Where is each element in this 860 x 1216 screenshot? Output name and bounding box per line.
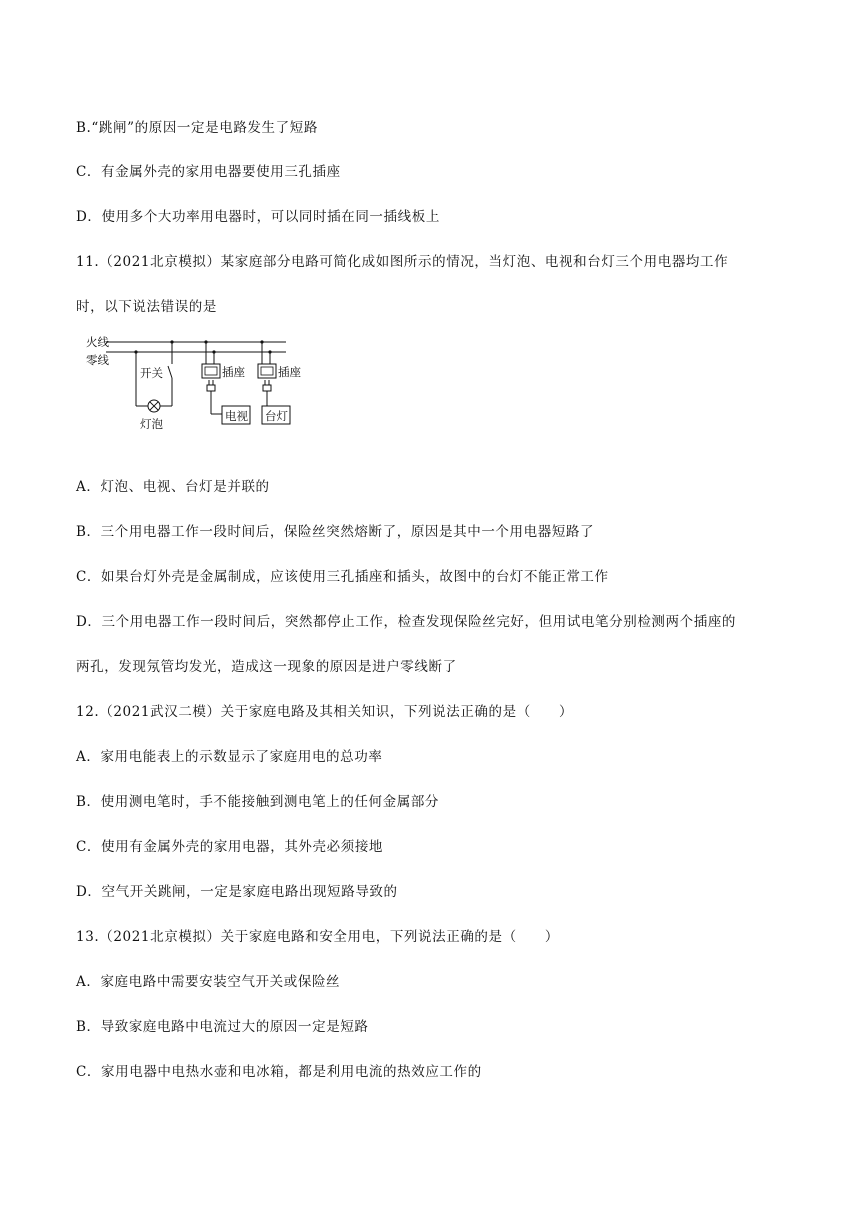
question-12-stem: 12.（2021武汉二模）关于家庭电路及其相关知识，下列说法正确的是（ ）	[76, 704, 574, 720]
option-13-c: C．家用电器中电热水壶和电冰箱，都是利用电流的热效应工作的	[76, 1064, 482, 1080]
bulb-label: 灯泡	[140, 417, 163, 431]
socket-2-label: 插座	[278, 365, 301, 379]
option-12-d: D．空气开关跳闸，一定是家庭电路出现短路导致的	[76, 884, 398, 900]
lamp-label: 台灯	[265, 409, 288, 423]
option-13-b: B．导致家庭电路中电流过大的原因一定是短路	[76, 1019, 369, 1035]
question-11-stem-cont: 时，以下说法错误的是	[76, 299, 217, 315]
option-12-a: A．家用电能表上的示数显示了家庭用电的总功率	[76, 749, 383, 765]
line-c-three-hole: C．有金属外壳的家用电器要使用三孔插座	[76, 164, 341, 180]
question-11-stem: 11.（2021北京模拟）某家庭部分电路可简化成如图所示的情况，当灯泡、电视和台灯三个用电器均工作	[76, 254, 729, 270]
option-12-b: B．使用测电笔时，手不能接触到测电笔上的任何金属部分	[76, 794, 440, 810]
switch-label: 开关	[140, 366, 163, 380]
live-wire-label: 火线	[86, 335, 109, 349]
tv-label: 电视	[225, 409, 248, 423]
option-11-d: D．三个用电器工作一段时间后，突然都停止工作，检查发现保险丝完好，但用试电笔分别检测两个插座的	[76, 614, 737, 630]
option-11-d-cont: 两孔，发现氖管均发光，造成这一现象的原因是进户零线断了	[76, 659, 457, 675]
option-11-b: B．三个用电器工作一段时间后，保险丝突然熔断了，原因是其中一个用电器短路了	[76, 524, 595, 540]
option-13-a: A．家庭电路中需要安装空气开关或保险丝	[76, 974, 341, 990]
question-13-stem: 13.（2021北京模拟）关于家庭电路和安全用电，下列说法正确的是（ ）	[76, 929, 560, 945]
line-d-power-strip: D．使用多个大功率用电器时，可以同时插在同一插线板上	[76, 209, 440, 225]
circuit-diagram	[84, 334, 301, 431]
line-b-trip: B.“跳闸”的原因一定是电路发生了短路	[76, 120, 318, 136]
option-11-c: C．如果台灯外壳是金属制成，应该使用三孔插座和插头，故图中的台灯不能正常工作	[76, 569, 609, 585]
neutral-wire-label: 零线	[86, 353, 109, 367]
socket-1-label: 插座	[222, 365, 245, 379]
option-12-c: C．使用有金属外壳的家用电器，其外壳必须接地	[76, 839, 384, 855]
option-11-a: A．灯泡、电视、台灯是并联的	[76, 479, 270, 495]
